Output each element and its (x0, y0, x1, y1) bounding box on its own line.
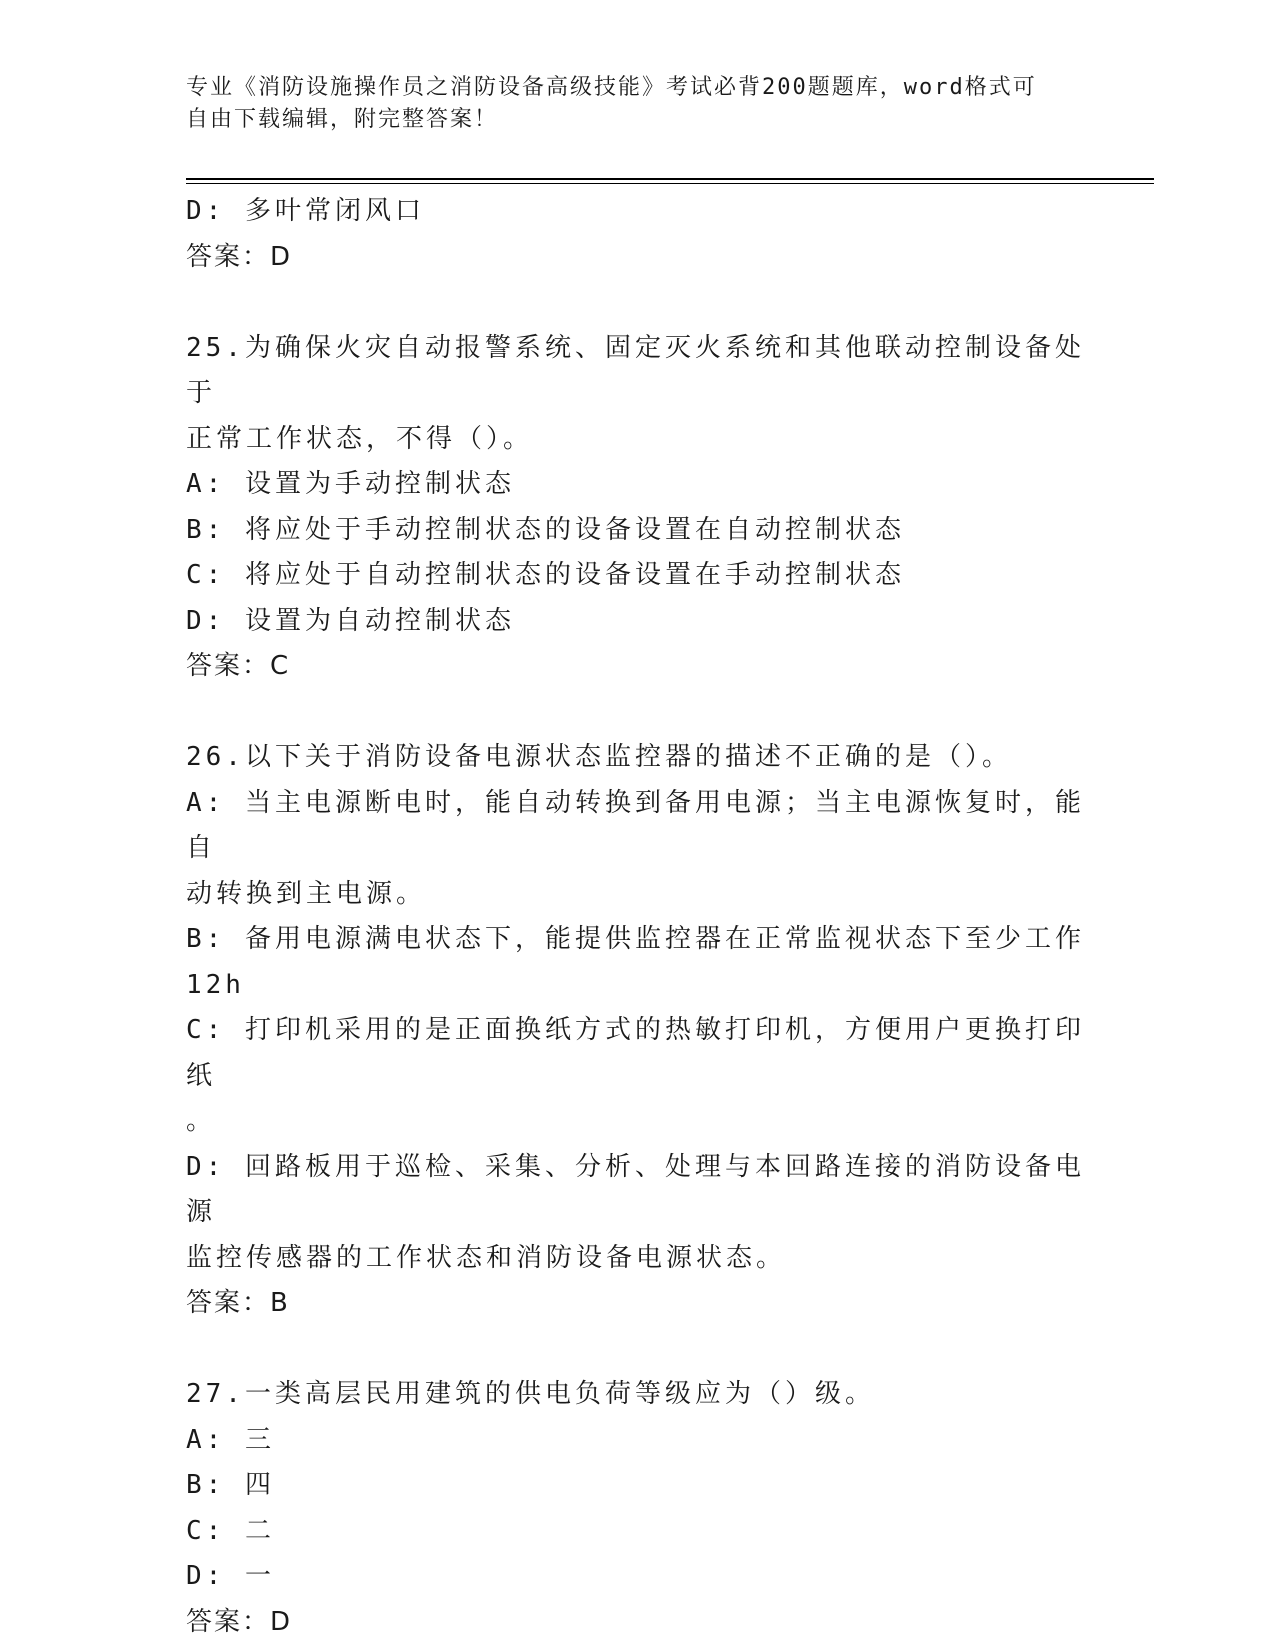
spacer (186, 280, 1086, 326)
q26-option-d-line2: 监控传感器的工作状态和消防设备电源状态。 (186, 1242, 787, 1273)
question-content (186, 189, 1086, 1645)
header-rule-thick (186, 178, 1154, 180)
q27-option-c: C: 二 (186, 1515, 275, 1546)
header-line-1: 专业《消防设施操作员之消防设备高级技能》考试必背200题题库，word格式可 (186, 75, 1037, 100)
prev-option-d: D: 多叶常闭风口 (186, 196, 425, 226)
q27-stem: 27.一类高层民用建筑的供电负荷等级应为（）级。 (186, 1379, 875, 1409)
q26-stem: 26.以下关于消防设备电源状态监控器的描述不正确的是（）。 (186, 742, 1012, 772)
q25-option-a: A: 设置为手动控制状态 (186, 469, 515, 499)
q27-option-d: D: 一 (186, 1561, 275, 1591)
q26-option-b-line1: B: 备用电源满电状态下，能提供监控器在正常监视状态下至少工作 (186, 924, 1085, 954)
question-26 (186, 735, 1086, 1327)
question-27 (186, 1372, 1086, 1645)
q26-option-d-line1: D: 回路板用于巡检、采集、分析、处理与本回路连接的消防设备电源 (186, 1151, 1085, 1227)
q27-option-b: B: 四 (186, 1470, 275, 1500)
q26-option-c-line1: C: 打印机采用的是正面换纸方式的热敏打印机，方便用户更换打印纸 (186, 1015, 1085, 1091)
header-line-2: 自由下载编辑，附完整答案！ (186, 107, 499, 132)
q26-option-b-line2: 12h (186, 969, 245, 1000)
q25-option-b: B: 将应处于手动控制状态的设备设置在自动控制状态 (186, 514, 905, 545)
q27-answer: 答案：D (186, 1606, 293, 1637)
header-rule-thin (186, 183, 1154, 184)
spacer (186, 1327, 1086, 1373)
document-header (186, 72, 1066, 136)
q25-stem-line1: 25.为确保火灾自动报警系统、固定灭火系统和其他联动控制设备处于 (186, 332, 1085, 408)
q26-answer: 答案：B (186, 1288, 290, 1318)
q25-option-c: C: 将应处于自动控制状态的设备设置在手动控制状态 (186, 560, 905, 590)
q25-answer: 答案：C (186, 651, 291, 681)
q25-stem-line2: 正常工作状态，不得（）。 (186, 423, 534, 454)
spacer (186, 690, 1086, 736)
q27-option-a: A: 三 (186, 1424, 275, 1455)
prev-answer: 答案：D (186, 241, 293, 272)
q25-option-d: D: 设置为自动控制状态 (186, 605, 515, 636)
q26-option-a-line2: 动转换到主电源。 (186, 878, 427, 909)
question-25 (186, 326, 1086, 690)
q26-option-c-line2: 。 (186, 1106, 217, 1136)
q26-option-a-line1: A: 当主电源断电时，能自动转换到备用电源；当主电源恢复时，能自 (186, 787, 1085, 863)
